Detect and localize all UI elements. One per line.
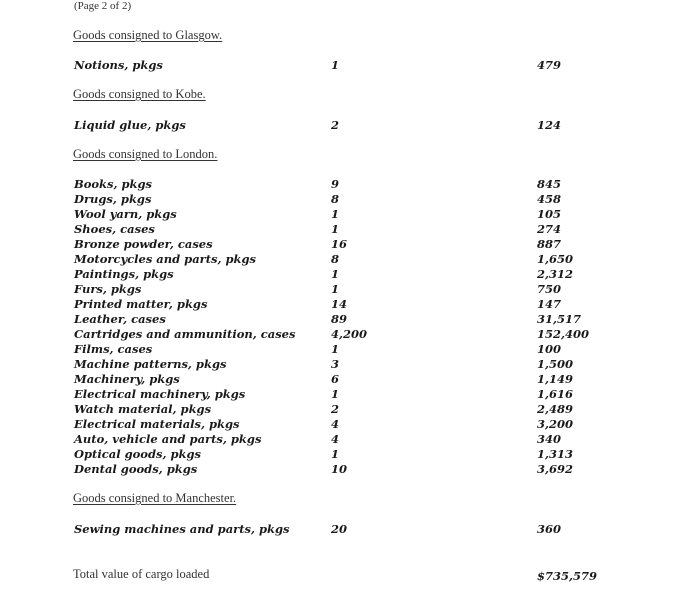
item-quantity: 2 [331, 402, 340, 416]
item-quantity: 4,200 [331, 327, 368, 341]
item-description: Dental goods, pkgs [74, 462, 198, 476]
table-row [0, 327, 676, 342]
section-heading-kobe: Goods consigned to Kobe. [73, 87, 206, 101]
item-quantity: 6 [331, 372, 340, 386]
item-description: Paintings, pkgs [74, 267, 174, 281]
item-quantity: 8 [331, 192, 340, 206]
item-description: Watch material, pkgs [74, 402, 212, 416]
item-description: Printed matter, pkgs [74, 297, 208, 311]
item-quantity: 4 [331, 417, 340, 431]
table-row [0, 282, 676, 297]
table-row [0, 177, 676, 192]
item-value: 1,650 [537, 252, 574, 266]
item-description: Leather, cases [74, 312, 166, 326]
item-value: 887 [537, 237, 562, 251]
item-value: 1,149 [537, 372, 574, 386]
item-description: Drugs, pkgs [74, 192, 152, 206]
total-value: $735,579 [537, 569, 598, 583]
table-row [0, 372, 676, 387]
item-value: 3,200 [537, 417, 574, 431]
item-value: 1,616 [537, 387, 574, 401]
section-heading-london: Goods consigned to London. [73, 147, 218, 161]
item-quantity: 10 [331, 462, 348, 476]
table-row [0, 357, 676, 372]
item-value: 105 [537, 207, 562, 221]
item-value: 340 [537, 432, 562, 446]
table-row [0, 312, 676, 327]
item-description: Machinery, pkgs [74, 372, 180, 386]
page-number: (Page 2 of 2) [74, 0, 132, 12]
item-value: 1,313 [537, 447, 574, 461]
table-row [0, 118, 676, 133]
item-value: 750 [537, 282, 562, 296]
item-quantity: 1 [331, 342, 340, 356]
total-label: Total value of cargo loaded [73, 567, 210, 581]
item-value: 479 [537, 58, 562, 72]
item-quantity: 4 [331, 432, 340, 446]
item-description: Optical goods, pkgs [74, 447, 201, 461]
item-quantity: 1 [331, 267, 340, 281]
item-description: Bronze powder, cases [74, 237, 213, 251]
item-quantity: 9 [331, 177, 340, 191]
table-row [0, 267, 676, 282]
item-description: Liquid glue, pkgs [74, 118, 186, 132]
table-row [0, 237, 676, 252]
table-row [0, 432, 676, 447]
item-quantity: 20 [331, 522, 348, 536]
table-row [0, 252, 676, 267]
item-quantity: 89 [331, 312, 348, 326]
item-quantity: 3 [331, 357, 340, 371]
item-description: Books, pkgs [74, 177, 153, 191]
item-description: Machine patterns, pkgs [74, 357, 227, 371]
item-quantity: 16 [331, 237, 348, 251]
table-row [0, 207, 676, 222]
table-row [0, 462, 676, 477]
item-quantity: 1 [331, 282, 340, 296]
table-row [0, 342, 676, 357]
item-description: Wool yarn, pkgs [74, 207, 177, 221]
item-description: Cartridges and ammunition, cases [74, 327, 296, 341]
item-value: 100 [537, 342, 562, 356]
item-description: Notions, pkgs [74, 58, 163, 72]
item-value: 274 [537, 222, 562, 236]
item-value: 3,692 [537, 462, 574, 476]
item-description: Furs, pkgs [74, 282, 142, 296]
item-quantity: 1 [331, 222, 340, 236]
item-description: Films, cases [74, 342, 153, 356]
item-quantity: 1 [331, 387, 340, 401]
item-value: 2,312 [537, 267, 574, 281]
table-row [0, 402, 676, 417]
item-quantity: 1 [331, 207, 340, 221]
section-heading-manchester: Goods consigned to Manchester. [73, 491, 237, 505]
item-description: Shoes, cases [74, 222, 155, 236]
item-value: 1,500 [537, 357, 574, 371]
item-value: 458 [537, 192, 562, 206]
item-description: Electrical machinery, pkgs [74, 387, 246, 401]
item-quantity: 1 [331, 447, 340, 461]
table-row [0, 58, 676, 73]
item-description: Sewing machines and parts, pkgs [74, 522, 290, 536]
table-row [0, 192, 676, 207]
item-value: 360 [537, 522, 562, 536]
item-value: 124 [537, 118, 562, 132]
table-row [0, 447, 676, 462]
item-quantity: 2 [331, 118, 340, 132]
table-row [0, 387, 676, 402]
item-description: Electrical materials, pkgs [74, 417, 240, 431]
table-row [0, 522, 676, 537]
item-value: 2,489 [537, 402, 574, 416]
table-row [0, 417, 676, 432]
item-quantity: 1 [331, 58, 340, 72]
table-row [0, 297, 676, 312]
section-heading-glasgow: Goods consigned to Glasgow. [73, 28, 223, 42]
item-value: 147 [537, 297, 562, 311]
item-quantity: 14 [331, 297, 348, 311]
item-quantity: 8 [331, 252, 340, 266]
item-description: Motorcycles and parts, pkgs [74, 252, 257, 266]
item-value: 31,517 [537, 312, 582, 326]
item-value: 845 [537, 177, 562, 191]
item-value: 152,400 [537, 327, 590, 341]
item-description: Auto, vehicle and parts, pkgs [74, 432, 262, 446]
table-row [0, 222, 676, 237]
